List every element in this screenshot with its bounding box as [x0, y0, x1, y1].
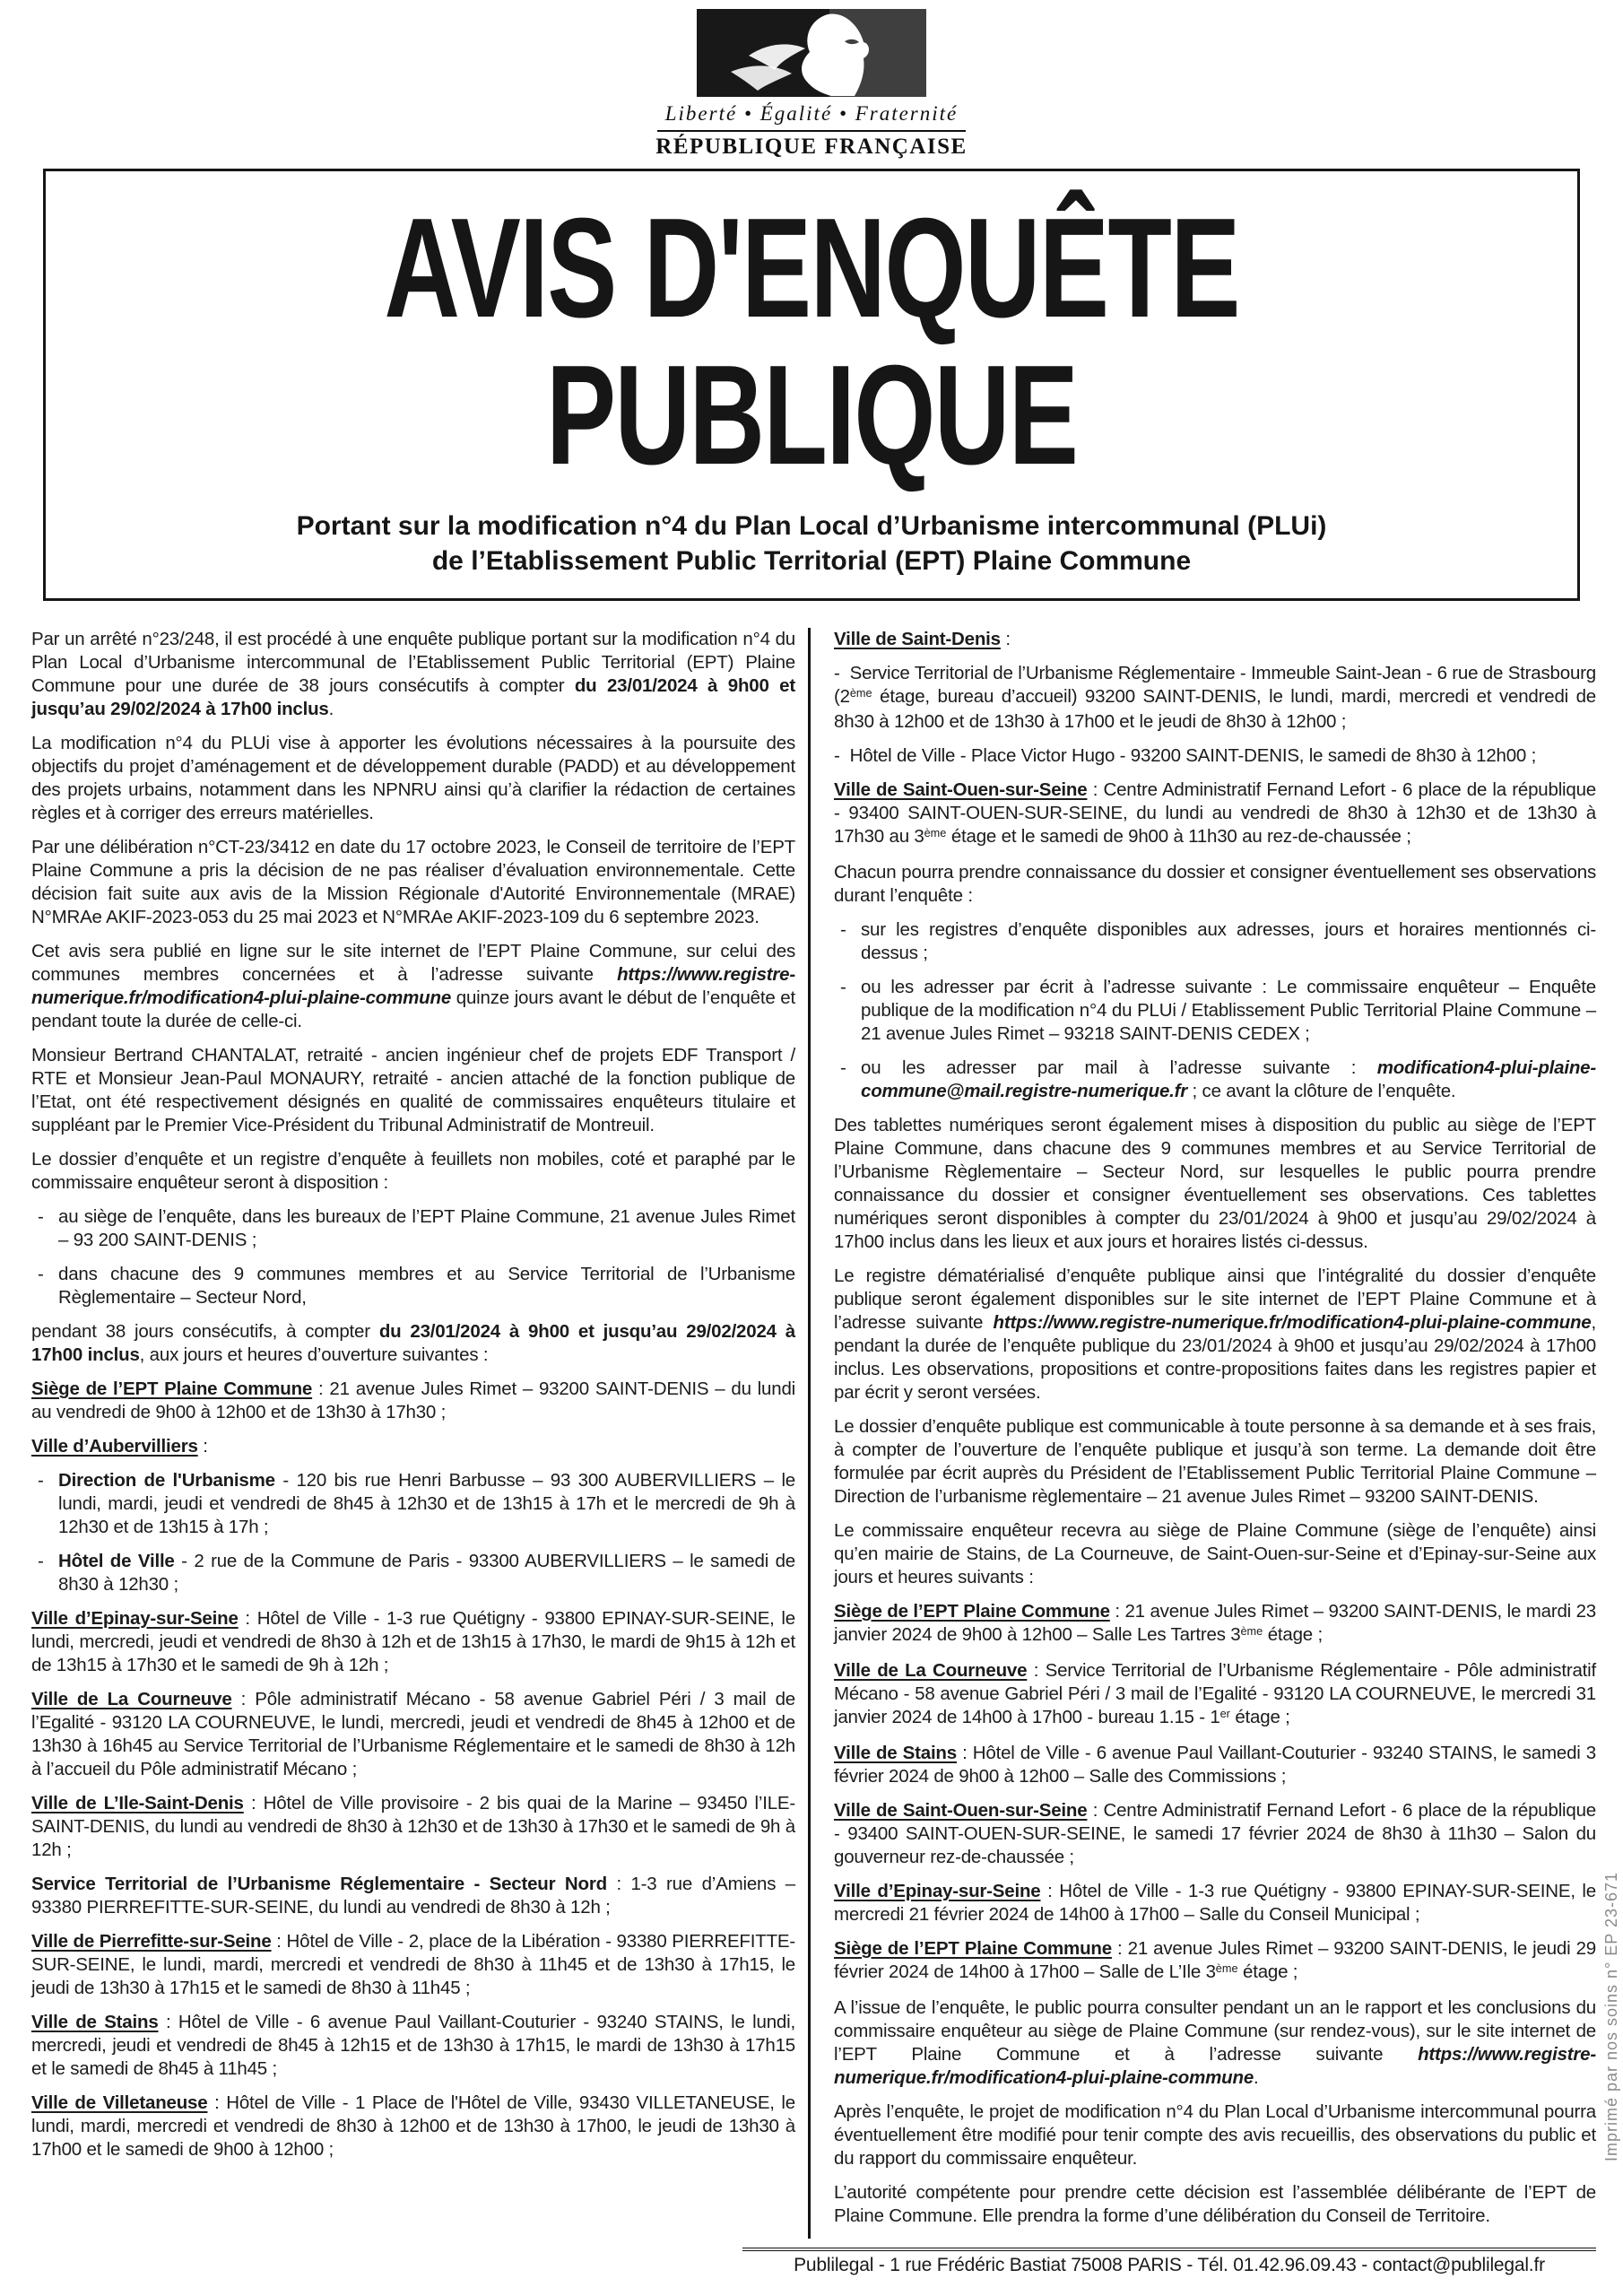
text-run: : Hôtel de Ville - 1 Place de l'Hôtel de Ville, 93430 VILLETANEUSE, le lundi, mardi, mercredi et vendredi de 8h30 à 12h00 et de 13h30 à 17h00, le jeudi de 13h30 à 17h00 et le samedi de 9h00 à 12h00 ;	[31, 2092, 795, 2160]
text-run: étage ;	[1263, 1624, 1323, 1645]
bullet-dash: -	[834, 745, 850, 766]
text-run: :	[1000, 629, 1011, 649]
paragraph	[834, 1600, 1596, 1648]
motto-divider	[657, 130, 966, 132]
text-run: au siège de l’enquête, dans les bureaux de l’EPT Plaine Commune, 21 avenue Jules Rimet – 93 200 SAINT-DENIS ;	[58, 1206, 795, 1250]
text-run: Le dossier d’enquête publique est communicable à toute personne à sa demande et à ses frais, à compter de l’ouverture de l’enquête publique et jusqu’à son terme. La demande doit être formulée par écrit auprès du Président de l’Etablissement Public Territorial Plaine Commune – Direction de l’urbanisme règlementaire – 21 avenue Jules Rimet – 93200 SAINT-DENIS.	[834, 1416, 1596, 1507]
location-heading: Ville de Pierrefitte-sur-Seine	[31, 1931, 272, 1952]
text-run: Après l’enquête, le projet de modification n°4 du Plan Local d’Urbanisme intercommunal pourra éventuellement être modifié pour tenir compte des avis recueillis, des observations du public et du rapport du commissaire enquêteur.	[834, 2101, 1596, 2169]
paragraph	[834, 2100, 1596, 2170]
list-item	[834, 976, 1596, 1046]
url-text: https://www.registre-numerique.fr/modification4-plui-plaine-commune	[834, 2044, 1596, 2088]
republique-francaise-logo	[0, 0, 1623, 160]
left-column	[31, 628, 795, 2239]
location-heading: Ville de La Courneuve	[31, 1689, 232, 1709]
list-item	[31, 1205, 795, 1252]
text-run: : 1-3 rue d’Amiens – 93380 PIERREFITTE-SUR-SEINE, du lundi au vendredi de 8h30 à 12h ;	[31, 1874, 796, 1918]
text-run: Hôtel de Ville	[58, 1551, 175, 1571]
paragraph	[31, 2011, 795, 2081]
text-run: : Hôtel de Ville - 2, place de la Libération - 93380 PIERREFITTE-SUR-SEINE, le lundi, mardi, mercredi et vendredi de 8h30 à 11h45 et de 13h30 à 17h15, le jeudi de 13h30 à 17h15 et le samedi de 8h30 à 11h45 ;	[31, 1931, 795, 1998]
bullet-dash: -	[38, 1264, 44, 1284]
text-run: Le commissaire enquêteur recevra au siège de Plaine Commune (siège de l’enquête) ainsi qu’en mairie de Stains, de La Courneuve, de Saint-Ouen-sur-Seine et d’Epinay-sur-Seine aux jours et heures suivants :	[834, 1520, 1596, 1587]
text-run: : Hôtel de Ville provisoire - 2 bis quai de la Marine – 93450 l’ILE-SAINT-DENIS, du lundi au vendredi de 8h30 à 12h30 et de 13h30 à 17h30 et le samedi de 9h à 12h ;	[31, 1793, 795, 1860]
motto-text: Liberté • Égalité • Fraternité	[664, 102, 959, 125]
list-item	[31, 1263, 795, 1309]
text-run: : 21 avenue Jules Rimet – 93200 SAINT-DENIS – du lundi au vendredi de 9h00 à 12h00 et de 13h30 à 17h30 ;	[31, 1378, 795, 1422]
location-heading: Ville de Villetaneuse	[31, 2092, 208, 2113]
text-run: Hôtel de Ville - Place Victor Hugo - 93200 SAINT-DENIS, le samedi de 8h30 à 12h00 ;	[849, 745, 1537, 766]
location-heading: Ville de La Courneuve	[834, 1660, 1028, 1681]
paragraph	[31, 1873, 795, 1919]
text-run: ou les adresser par mail à l’adresse suivante :	[861, 1057, 1377, 1078]
text-run: , pendant la durée de l’enquête publique du 23/01/2024 à 9h00 et jusqu’au 29/02/2024 à 17h00 inclus. Les observations, propositions et contre-propositions faites dans les registres papier et par écrit y seront versées.	[834, 1312, 1596, 1403]
location-heading: Siège de l’EPT Plaine Commune	[834, 1938, 1112, 1959]
text-run: dans chacune des 9 communes membres et au Service Territorial de l’Urbanisme Règlementaire – Secteur Nord,	[58, 1264, 795, 1308]
text-run: .	[328, 699, 334, 719]
text-run: étage et le samedi de 9h00 à 11h30 au rez-de-chaussée ;	[946, 826, 1411, 847]
paragraph	[31, 940, 795, 1033]
url-text: https://www.registre-numerique.fr/modification4-plui-plaine-commune	[993, 1312, 1592, 1333]
paragraph	[31, 1378, 795, 1424]
text-run: étage ;	[1229, 1707, 1290, 1727]
notice-title-line1: AVIS D'ENQUÊTE	[384, 189, 1239, 347]
paragraph	[31, 1792, 795, 1862]
paragraph	[834, 1415, 1596, 1509]
text-run: La modification n°4 du PLUi vise à apporter les évolutions nécessaires à la poursuite des objectifs du projet d’aménagement et de développement durable (PADD) et au développement des projets urbains, notamment dans les NPNRU ainsi qu’à clarifier la rédaction de certaines règles et à corriger des erreurs matérielles.	[31, 733, 795, 823]
paragraph	[834, 1880, 1596, 1926]
text-run: étage, bureau d’accueil) 93200 SAINT-DENIS, le lundi, mardi, mercredi et vendredi de 8h30 à 12h00 et de 13h30 à 17h00 et le jeudi de 8h30 à 12h00 ;	[834, 686, 1596, 732]
notice-title-box	[43, 169, 1580, 601]
text-run: Direction de l'Urbanisme	[58, 1470, 275, 1491]
paragraph	[834, 2181, 1596, 2228]
url-text: https://www.registre-numerique.fr/modification4-plui-plaine-commune	[31, 964, 795, 1008]
location-heading: Ville d’Aubervilliers	[31, 1436, 198, 1457]
location-heading: Ville de Saint-Ouen-sur-Seine	[834, 1800, 1088, 1821]
location-heading: Ville de L’Ile-Saint-Denis	[31, 1793, 244, 1813]
text-run: : 21 avenue Jules Rimet – 93200 SAINT-DENIS, le mardi 23 janvier 2024 de 9h00 à 12h00 – Salle Les Tartres 3	[834, 1601, 1596, 1645]
list-item	[31, 1469, 795, 1539]
paragraph	[834, 778, 1596, 850]
text-run: Chacun pourra prendre connaissance du dossier et consigner éventuellement ses observations durant l’enquête :	[834, 862, 1596, 906]
paragraph	[31, 732, 795, 825]
paragraph	[834, 1742, 1596, 1788]
paragraph	[31, 1930, 795, 2000]
text-run: - 120 bis rue Henri Barbusse – 93 300 AUBERVILLIERS – le lundi, mardi, jeudi et vendredi de 8h45 à 12h30 et de 13h15 à 17h et le mercredi de 9h à 12h30 et de 13h15 à 17h ;	[58, 1470, 795, 1537]
publisher-credit: Publilegal - 1 rue Frédéric Bastiat 75008 PARIS - Tél. 01.42.96.09.43 - contact@publilegal.fr	[742, 2248, 1596, 2276]
text-run: ème	[1240, 1624, 1263, 1639]
paragraph	[834, 1937, 1596, 1986]
text-run: Des tablettes numériques seront également mises à disposition du public au siège de l’EPT Plaine Commune, dans chacune des 9 communes membres et au Service Territorial de l’Urbanisme Règlementaire – Secteur Nord, sur lesquelles le public pourra prendre connaissance du dossier et consigner éventuellement ses observations. Ces tablettes numériques seront disponibles à compter du 23/01/2024 à 9h00 et jusqu’au 29/02/2024 à 17h00 inclus dans les lieux et aux jours et horaires listés ci-dessus.	[834, 1115, 1596, 1252]
text-run: Service Territorial de l’Urbanisme Réglementaire - Secteur Nord	[31, 1874, 607, 1894]
list-item	[834, 918, 1596, 965]
text-run: du 23/01/2024 à 9h00 et jusqu’au 29/02/2024 à 17h00 inclus	[31, 675, 795, 719]
text-run: Service Territorial de l’Urbanisme Réglementaire - Immeuble Saint-Jean - 6 rue de Strasbourg (2	[834, 663, 1596, 707]
paragraph	[31, 1044, 795, 1137]
text-run: Par un arrêté n°23/248, il est procédé à une enquête publique portant sur la modification n°4 du Plan Local d’Urbanisme intercommunal de l’Etablissement Public Territorial (EPT) Plaine Commune pour une durée de 38 jours consécutifs à compter	[31, 629, 795, 696]
list-item	[834, 744, 1596, 768]
list-item	[834, 1057, 1596, 1103]
text-run: ; ce avant la clôture de l’enquête.	[1187, 1081, 1456, 1101]
paragraph	[31, 836, 795, 929]
location-heading: Ville d’Epinay-sur-Seine	[834, 1881, 1041, 1901]
text-run: .	[1254, 2067, 1259, 2088]
paragraph	[834, 1114, 1596, 1254]
bullet-dash: -	[38, 1206, 44, 1227]
location-heading: Ville de Saint-Denis	[834, 629, 1001, 649]
paragraph	[31, 1320, 795, 1367]
paragraph	[834, 1799, 1596, 1869]
paragraph	[834, 861, 1596, 908]
text-run: du 23/01/2024 à 9h00 et jusqu’au 29/02/2024 à 17h00 inclus	[31, 1321, 795, 1365]
paragraph	[834, 1659, 1596, 1731]
notice-subtitle-line2: de l’Etablissement Public Territorial (EPT) Plaine Commune	[431, 546, 1192, 576]
text-run: étage ;	[1237, 1961, 1298, 1982]
text-run: ème	[849, 686, 872, 700]
bullet-dash: -	[840, 1057, 846, 1078]
bullet-dash: -	[834, 663, 850, 683]
notice-title-line2: PUBLIQUE	[545, 336, 1078, 494]
paragraph	[31, 628, 795, 721]
text-run: - 2 rue de la Commune de Paris - 93300 AUBERVILLIERS – le samedi de 8h30 à 12h30 ;	[58, 1551, 795, 1595]
paragraph	[31, 1688, 795, 1781]
paragraph	[834, 1519, 1596, 1589]
text-run: : Centre Administratif Fernand Lefort - 6 place de la république - 93400 SAINT-OUEN-SUR-SEINE, le samedi 17 février 2024 de 8h30 à 11h30 – Salon du gouverneur rez-de-chaussée ;	[834, 1800, 1597, 1867]
republique-text: RÉPUBLIQUE FRANÇAISE	[655, 135, 968, 159]
bullet-dash: -	[38, 1470, 44, 1491]
location-heading: Siège de l’EPT Plaine Commune	[31, 1378, 313, 1399]
text-run: A l’issue de l’enquête, le public pourra consulter pendant un an le rapport et les conclusions du commissaire enquêteur au siège de Plaine Commune (sur rendez-vous), sur le site internet de l’EPT Plaine Commune et à l’adresse suivante	[834, 1997, 1596, 2065]
text-run: ou les adresser par écrit à l’adresse suivante : Le commissaire enquêteur – Enquête publique de la modification n°4 du PLUi / Etablissement Public Territorial Plaine Commune – 21 avenue Jules Rimet – 93218 SAINT-DENIS CEDEX ;	[861, 977, 1596, 1044]
text-run: pendant 38 jours consécutifs, à compter	[31, 1321, 379, 1342]
paragraph	[834, 1265, 1596, 1405]
location-heading: Ville de Stains	[834, 1743, 957, 1763]
bullet-dash: -	[840, 919, 846, 940]
text-run: : 21 avenue Jules Rimet – 93200 SAINT-DENIS, le jeudi 29 février 2024 de 14h00 à 17h00 – Salle de L’Ile 3	[834, 1938, 1596, 1982]
text-run: er	[1219, 1707, 1230, 1721]
location-heading: Siège de l’EPT Plaine Commune	[834, 1601, 1110, 1622]
text-run: : Hôtel de Ville - 1-3 rue Quétigny - 93800 EPINAY-SUR-SEINE, le mercredi 21 février 2024 de 14h00 à 17h00 – Salle du Conseil Municipal ;	[834, 1881, 1596, 1925]
text-run: quinze jours avant le début de l’enquête et pendant toute la durée de celle-ci.	[31, 987, 795, 1031]
print-reference-note: Imprimé par nos soins n° EP 23-671	[1602, 1871, 1620, 2161]
text-run: Par une délibération n°CT-23/3412 en date du 17 octobre 2023, le Conseil de territoire de l’EPT Plaine Commune a pris la décision de ne pas réaliser d’évaluation environnementale. Cette décision fait suite aux avis de la Mission Régionale d'Autorité Environnementale (MRAE) N°MRAe AKIF-2023-053 du 25 mai 2023 et N°MRAe AKIF-2023-109 du 6 septembre 2023.	[31, 837, 795, 927]
list-item	[834, 662, 1596, 734]
notice-subtitle-line1: Portant sur la modification n°4 du Plan Local d’Urbanisme intercommunal (PLUi)	[296, 511, 1327, 541]
text-run: : Hôtel de Ville - 6 avenue Paul Vaillant-Couturier - 93240 STAINS, le samedi 3 février 2024 de 9h00 à 12h00 – Salle des Commissions ;	[834, 1743, 1596, 1787]
marianne-logo-icon	[697, 9, 926, 97]
bullet-dash: -	[38, 1551, 44, 1571]
text-run: , aux jours et heures d’ouverture suivantes :	[139, 1344, 489, 1365]
text-run: Le registre dématérialisé d’enquête publique ainsi que l’intégralité du dossier d’enquête publique seront également disponibles sur le site internet de l’EPT Plaine Commune et à l’adresse suivante	[834, 1265, 1596, 1333]
location-heading: Ville d’Epinay-sur-Seine	[31, 1608, 239, 1629]
text-run: sur les registres d’enquête disponibles aux adresses, jours et horaires mentionnés ci-dessus ;	[861, 919, 1596, 963]
text-run: : Centre Administratif Fernand Lefort - 6 place de la république - 93400 SAINT-OUEN-SUR-SEINE, du lundi au vendredi de 8h30 à 12h30 et de 13h30 à 17h30 au 3	[834, 779, 1597, 847]
notice-body	[0, 628, 1623, 2239]
text-run: :	[197, 1436, 208, 1457]
text-run: ème	[1215, 1961, 1238, 1976]
right-column	[811, 628, 1596, 2239]
text-run: Cet avis sera publié en ligne sur le site internet de l’EPT Plaine Commune, sur celui des communes membres concernées et à l’adresse suivante	[31, 941, 795, 985]
list-item	[31, 1550, 795, 1596]
paragraph	[834, 1996, 1596, 2090]
text-run: L’autorité compétente pour prendre cette décision est l’assemblée délibérante de l’EPT de Plaine Commune. Elle prendra la forme d’une délibération du Conseil de Territoire.	[834, 2182, 1596, 2226]
bullet-dash: -	[840, 977, 846, 997]
text-run: : Pôle administratif Mécano - 58 avenue Gabriel Péri / 3 mail de l’Egalité - 93120 LA COURNEUVE, le lundi, mercredi, jeudi et vendredi de 8h45 à 12h00 et de 13h30 à 16h45 au Service Territorial de l’Urbanisme Réglementaire et le samedi de 8h30 à 12h à l’accueil du Pôle administratif Mécano ;	[31, 1689, 795, 1779]
text-run: Monsieur Bertrand CHANTALAT, retraité - ancien ingénieur chef de projets EDF Transport / RTE et Monsieur Jean-Paul MONAURY, retraité - ancien attaché de la fonction publique de l’Etat, ont été respectivement désignés en qualité de commissaires enquêteurs titulaire et suppléant par le Premier Vice-Président du Tribunal Administratif de Montreuil.	[31, 1045, 795, 1135]
paragraph	[31, 2092, 795, 2161]
text-run: Le dossier d’enquête et un registre d’enquête à feuillets non mobiles, coté et paraphé par le commissaire enquêteur seront à disposition :	[31, 1149, 795, 1193]
url-text: modification4-plui-plaine-commune@mail.registre-numerique.fr	[861, 1057, 1596, 1101]
paragraph	[31, 1435, 795, 1458]
location-heading: Ville de Stains	[31, 2012, 159, 2032]
text-run: ème	[924, 826, 947, 840]
paragraph	[31, 1148, 795, 1195]
paragraph	[31, 1607, 795, 1677]
notice-subtitle	[46, 509, 1577, 578]
location-heading: Ville de Saint-Ouen-sur-Seine	[834, 779, 1088, 800]
text-run: : Hôtel de Ville - 1-3 rue Quétigny - 93800 EPINAY-SUR-SEINE, le lundi, mercredi, jeudi et vendredi de 8h30 à 12h et de 13h15 à 17h30, le mardi de 9h15 à 12h et de 13h15 à 17h30 et le samedi de 9h à 12h ;	[31, 1608, 795, 1675]
text-run: : Service Territorial de l’Urbanisme Réglementaire - Pôle administratif Mécano - 58 avenue Gabriel Péri / 3 mail de l’Egalité - 93120 LA COURNEUVE, le mercredi 31 janvier 2024 de 14h00 à 17h00 - bureau 1.15 - 1	[834, 1660, 1596, 1727]
text-run: : Hôtel de Ville - 6 avenue Paul Vaillant-Couturier - 93240 STAINS, le lundi, mercredi, jeudi et vendredi de 8h45 à 12h15 et de 13h30 à 17h15, le mardi de 13h30 à 17h15 et le samedi de 8h45 à 11h45 ;	[31, 2012, 795, 2079]
paragraph	[834, 628, 1596, 651]
